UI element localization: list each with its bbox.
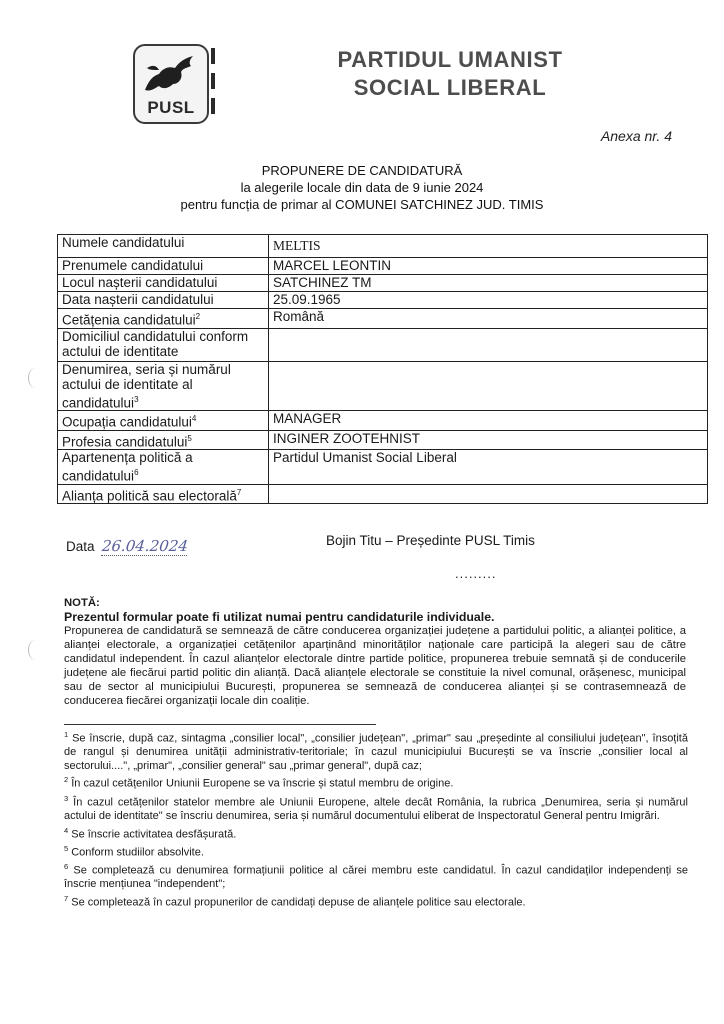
footnote-number: 1 xyxy=(64,730,69,739)
form-row xyxy=(58,258,708,275)
footnote-number: 3 xyxy=(64,793,69,803)
footnote-marker: 2 xyxy=(195,312,201,321)
party-name-line1: PARTIDUL UMANIST xyxy=(337,47,563,72)
form-field-label: Locul nașterii candidatului xyxy=(58,275,269,292)
date-row xyxy=(66,537,188,556)
form-row xyxy=(58,450,708,485)
footnote-text: Se completează în cazul propunerilor de candidați depuse de alianțele politice sau electorale. xyxy=(71,896,526,909)
logo-text: PUSL xyxy=(147,98,195,117)
footnote-text: Se înscrie, după caz, sintagma „consilier local", „consilier județean", „primar" sau „președinte al consiliului județean", însoțită de rangul și denumirea unității administrativ-teritoriale; în cazul municipiului București se va înscrie „consilier local al sectorului....", „primar", „consilier general" sau „primar general", după caz; xyxy=(64,732,688,772)
footnote-item xyxy=(64,842,688,860)
form-field-value: MARCEL LEONTIN xyxy=(269,258,708,275)
note-text: Propunerea de candidatură se semnează de către conducerea organizației județene a partidului politic, a alianței politice, a alianței electorale, a organizației cetățenilor aparținând minorităților naționale care participă la alegeri sau de către candidatul independent. În cazul alianțelor electorale dintre partide politice, propunerea trebuie semnată și de conducerile județene ale fiecărui partid politic din alianță. Dacă alianțele electorale se constituie la nivel comunal, orășenesc, municipal sau de sector al municipiului București, propunerea se semnează de conducerea alianței și se contrasemnează de conducerea fiecărei organizații locale din coaliție. xyxy=(64,625,686,707)
date-handwritten-value: 26.04.2024 xyxy=(101,537,190,555)
party-name xyxy=(300,46,600,102)
form-field-label: Denumirea, seria și numărul actului de identitate al candidatului$^3$ xyxy=(58,361,269,411)
form-field-label: Prenumele candidatului xyxy=(58,258,269,275)
form-field-label: Profesia candidatului$^5$ xyxy=(58,430,269,450)
form-field-value xyxy=(269,328,708,361)
form-field-label: Cetățenia candidatului$^2$ xyxy=(58,309,269,329)
form-field-label: Apartenența politică a candidatului$^6$ xyxy=(58,450,269,485)
form-field-value xyxy=(269,484,708,504)
form-field-value: Română xyxy=(269,309,708,329)
form-field-label: Domiciliul candidatului conform actului de identitate xyxy=(58,328,269,361)
footnote-marker: 5 xyxy=(187,433,192,443)
footnote-text: Conform studiilor absolvite. xyxy=(71,846,204,859)
footnote-marker: 6 xyxy=(134,468,139,477)
form-field-value xyxy=(269,361,708,411)
form-row xyxy=(58,309,708,329)
footnote-marker: 7 xyxy=(236,487,242,497)
form-row xyxy=(58,328,708,361)
title-line3: pentru funcția de primar al COMUNEI SATCHINEZ JUD. TIMIS xyxy=(180,197,544,212)
footnote-item xyxy=(64,824,688,842)
form-field-label: Ocupația candidatului$^4$ xyxy=(58,411,269,431)
form-row xyxy=(58,292,708,309)
form-field-label: Data nașterii candidatului xyxy=(58,292,269,309)
form-row xyxy=(58,430,708,450)
form-row xyxy=(58,484,708,504)
footnote-marker: 3 xyxy=(134,394,139,404)
footnote-text: Se înscrie activitatea desfășurată. xyxy=(71,828,237,841)
hole-punch-mark xyxy=(28,640,43,660)
footnote-text: Se completează cu denumirea formațiunii politice al cărei membru este candidatul. În cazul candidaților independenți se înscrie mențiunea "independent"; xyxy=(64,864,688,891)
signatory-name: Bojin Titu – Președinte PUSL Timis xyxy=(326,533,535,548)
form-field-value: SATCHINEZ TM xyxy=(269,275,708,292)
footnote-item xyxy=(64,773,688,791)
footnote-number: 4 xyxy=(64,825,69,835)
footnote-text: În cazul cetățenilor Uniunii Europene se va înscrie și statul membru de origine. xyxy=(71,778,454,791)
signature-line: ......... xyxy=(455,566,497,581)
note-heading: NOTĂ: xyxy=(64,597,100,609)
footnote-item xyxy=(64,792,688,824)
date-label: Data xyxy=(66,539,95,554)
form-field-value: MANAGER xyxy=(269,411,708,431)
footnote-item xyxy=(64,892,688,910)
form-field-label: Alianța politică sau electorală$^7$ xyxy=(58,484,269,504)
footnote-item xyxy=(64,860,688,892)
footnote-number: 2 xyxy=(64,775,69,785)
logo-bars xyxy=(211,48,217,118)
form-row xyxy=(58,361,708,411)
footnote-number: 5 xyxy=(64,843,69,853)
horse-icon xyxy=(139,50,201,96)
footnote-number: 6 xyxy=(64,862,69,872)
footnote-number: 7 xyxy=(64,893,69,903)
document-title xyxy=(0,162,724,213)
note-section xyxy=(64,596,686,708)
title-line1: PROPUNERE DE CANDIDATURĂ xyxy=(261,163,463,178)
form-field-value: MELTIS xyxy=(269,235,708,258)
footnote-text: În cazul cetățenilor statelor membre ale Uniunii Europene, altele decât România, la rubrica „Denumirea, seria și numărul actului de identitate" se înscriu denumirea, seria și numărul documentului eliberat de Inspectoratul General pentru Imigrări. xyxy=(64,796,688,822)
footnotes xyxy=(64,728,688,910)
form-row xyxy=(58,411,708,431)
footnote-divider xyxy=(64,724,376,725)
form-row xyxy=(58,275,708,292)
form-field-value: INGINER ZOOTEHNIST xyxy=(269,430,708,450)
note-bold-line: Prezentul formular poate fi utilizat numai pentru candidaturile individuale. xyxy=(64,610,495,624)
title-line2: la alegerile locale din data de 9 iunie 2024 xyxy=(240,180,484,195)
form-row xyxy=(58,235,708,258)
footnote-item xyxy=(64,728,688,773)
form-field-label: Numele candidatului xyxy=(58,235,269,258)
hole-punch-mark xyxy=(28,368,43,388)
footnote-marker: 4 xyxy=(191,414,197,423)
form-field-value: Partidul Umanist Social Liberal xyxy=(269,450,708,485)
party-logo xyxy=(133,44,209,124)
party-name-line2: SOCIAL LIBERAL xyxy=(353,75,547,100)
form-field-value: 25.09.1965 xyxy=(269,292,708,309)
candidate-form-table xyxy=(57,234,708,504)
annex-label: Anexa nr. 4 xyxy=(600,128,672,144)
